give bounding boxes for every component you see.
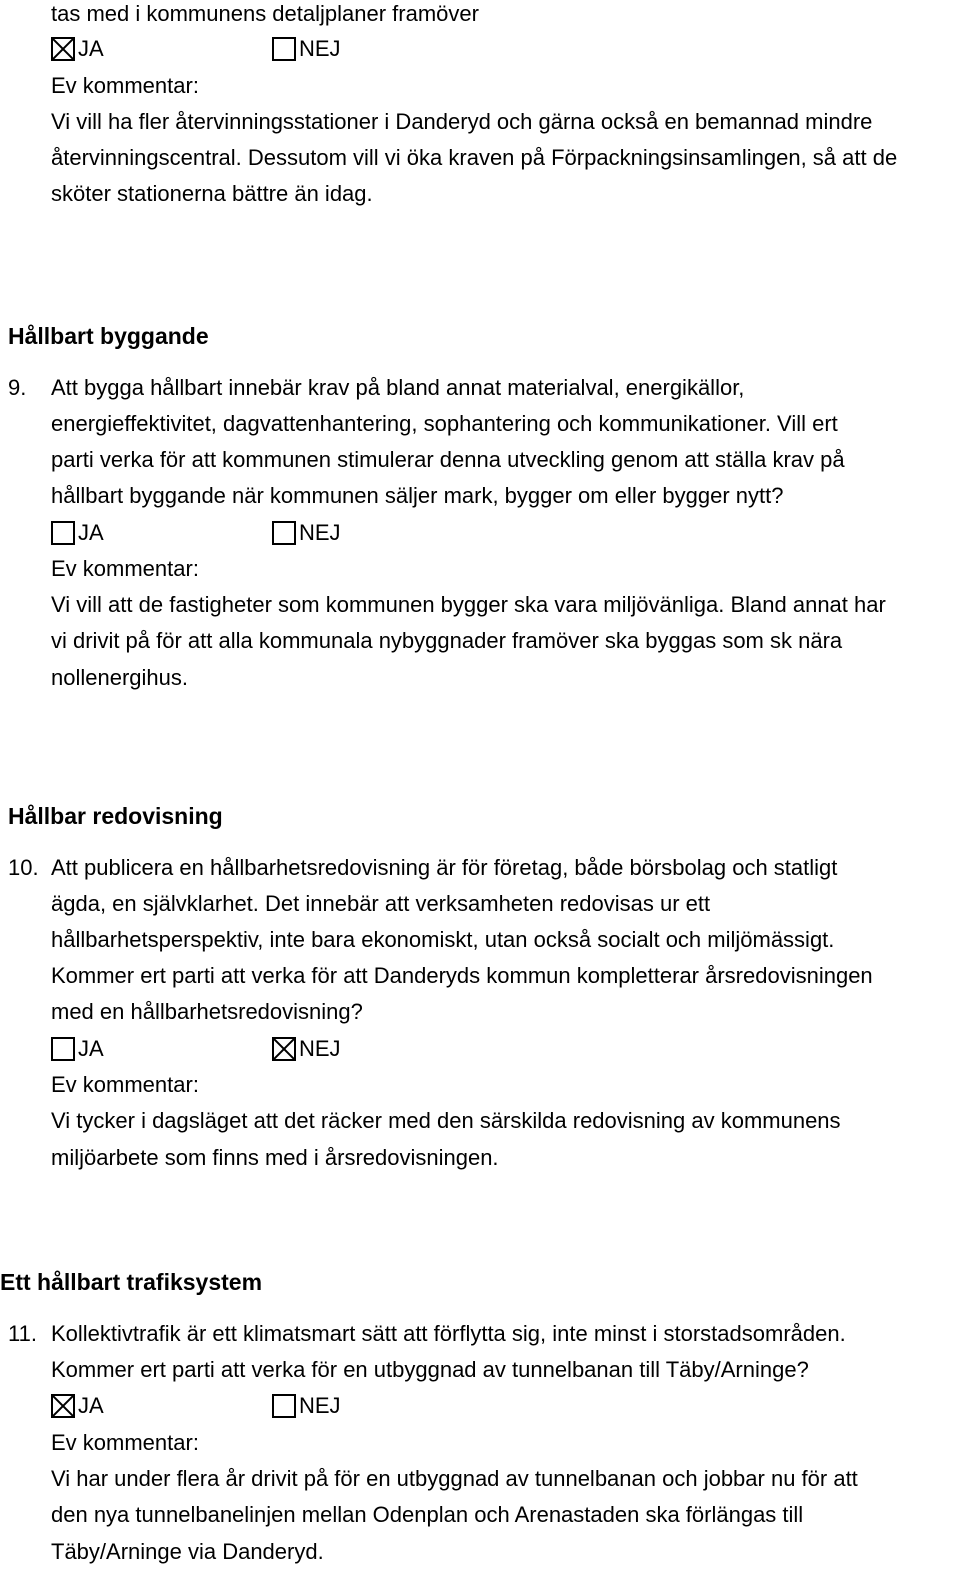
comment-text-line: miljöarbete som finns med i årsredovisningen. [51,1145,499,1170]
checkbox-empty-icon[interactable] [51,521,75,545]
comment-label: Ev kommentar: [51,1072,199,1097]
question-text-line: energieffektivitet, dagvattenhantering, sophantering och kommunikationer. Vill ert [51,411,838,436]
q9-ja-option[interactable] [51,519,104,547]
question-text-line: parti verka för att kommunen stimulerar denna utveckling genom att ställa krav på [51,447,845,472]
comment-label: Ev kommentar: [51,556,199,581]
nej-label: NEJ [299,1393,341,1418]
intro-nej-option[interactable] [272,35,341,63]
section-heading: Ett hållbart trafiksystem [0,1269,263,1295]
question-number: 11. [8,1321,37,1346]
nej-label: NEJ [299,520,341,545]
question-text-line: Kommer ert parti att verka för att Danderyds kommun kompletterar årsredovisningen [51,963,873,988]
nej-label: NEJ [299,1036,341,1061]
comment-text-line: sköter stationerna bättre än idag. [51,181,373,206]
ja-label: JA [78,520,104,545]
comment-text-line: nollenergihus. [51,665,188,690]
q10-ja-option[interactable] [51,1035,104,1063]
question-text-line: Att publicera en hållbarhetsredovisning är för företag, både börsbolag och statligt [51,855,838,880]
question-text-line: Kollektivtrafik är ett klimatsmart sätt att förflytta sig, inte minst i storstadsområden. [51,1321,846,1346]
question-text-line: ägda, en självklarhet. Det innebär att verksamheten redovisas ur ett [51,891,711,916]
checkbox-checked-icon[interactable] [51,1394,75,1418]
comment-text-line: Vi vill att de fastigheter som kommunen bygger ska vara miljövänliga. Bland annat har [51,592,886,617]
question-text-line: Att bygga hållbart innebär krav på bland annat materialval, energikällor, [51,375,745,400]
comment-text-line: vi drivit på för att alla kommunala nybyggnader framöver ska byggas som sk nära [51,628,843,653]
checkbox-checked-icon[interactable] [272,1037,296,1061]
comment-text-line: Vi tycker i dagsläget att det räcker med den särskilda redovisning av kommunens [51,1108,841,1133]
section-heading: Hållbart byggande [8,323,209,349]
question-text-line: hållbarhetsperspektiv, inte bara ekonomiskt, utan också socialt och miljömässigt. [51,927,835,952]
ja-label: JA [78,1393,104,1418]
question-text-line: med en hållbarhetsredovisning? [51,999,363,1024]
q11-nej-option[interactable] [272,1392,341,1420]
ja-label: JA [78,36,104,61]
question-number: 9. [8,375,27,400]
intro-question-line: tas med i kommunens detaljplaner framöver [51,1,479,26]
comment-text-line: återvinningscentral. Dessutom vill vi öka kraven på Förpackningsinsamlingen, så att de [51,145,898,170]
comment-label: Ev kommentar: [51,1430,199,1455]
checkbox-empty-icon[interactable] [272,1394,296,1418]
checkbox-checked-icon[interactable] [51,37,75,61]
comment-text-line: Vi vill ha fler återvinningsstationer i Danderyd och gärna också en bemannad mindre [51,109,873,134]
comment-text-line: den nya tunnelbanelinjen mellan Odenplan och Arenastaden ska förlängas till [51,1502,804,1527]
question-text-line: Kommer ert parti att verka för en utbyggnad av tunnelbanan till Täby/Arninge? [51,1357,809,1382]
q9-nej-option[interactable] [272,519,341,547]
q11-ja-option[interactable] [51,1392,104,1420]
checkbox-empty-icon[interactable] [272,521,296,545]
nej-label: NEJ [299,36,341,61]
question-text-line: hållbart byggande när kommunen säljer mark, bygger om eller bygger nytt? [51,483,784,508]
question-number: 10. [8,855,39,880]
checkbox-empty-icon[interactable] [51,1037,75,1061]
comment-label: Ev kommentar: [51,73,199,98]
intro-ja-option[interactable] [51,35,104,63]
ja-label: JA [78,1036,104,1061]
comment-text-line: Täby/Arninge via Danderyd. [51,1539,324,1564]
comment-text-line: Vi har under flera år drivit på för en utbyggnad av tunnelbanan och jobbar nu för att [51,1466,858,1491]
section-heading: Hållbar redovisning [8,803,223,829]
checkbox-empty-icon[interactable] [272,37,296,61]
q10-nej-option[interactable] [272,1035,341,1063]
